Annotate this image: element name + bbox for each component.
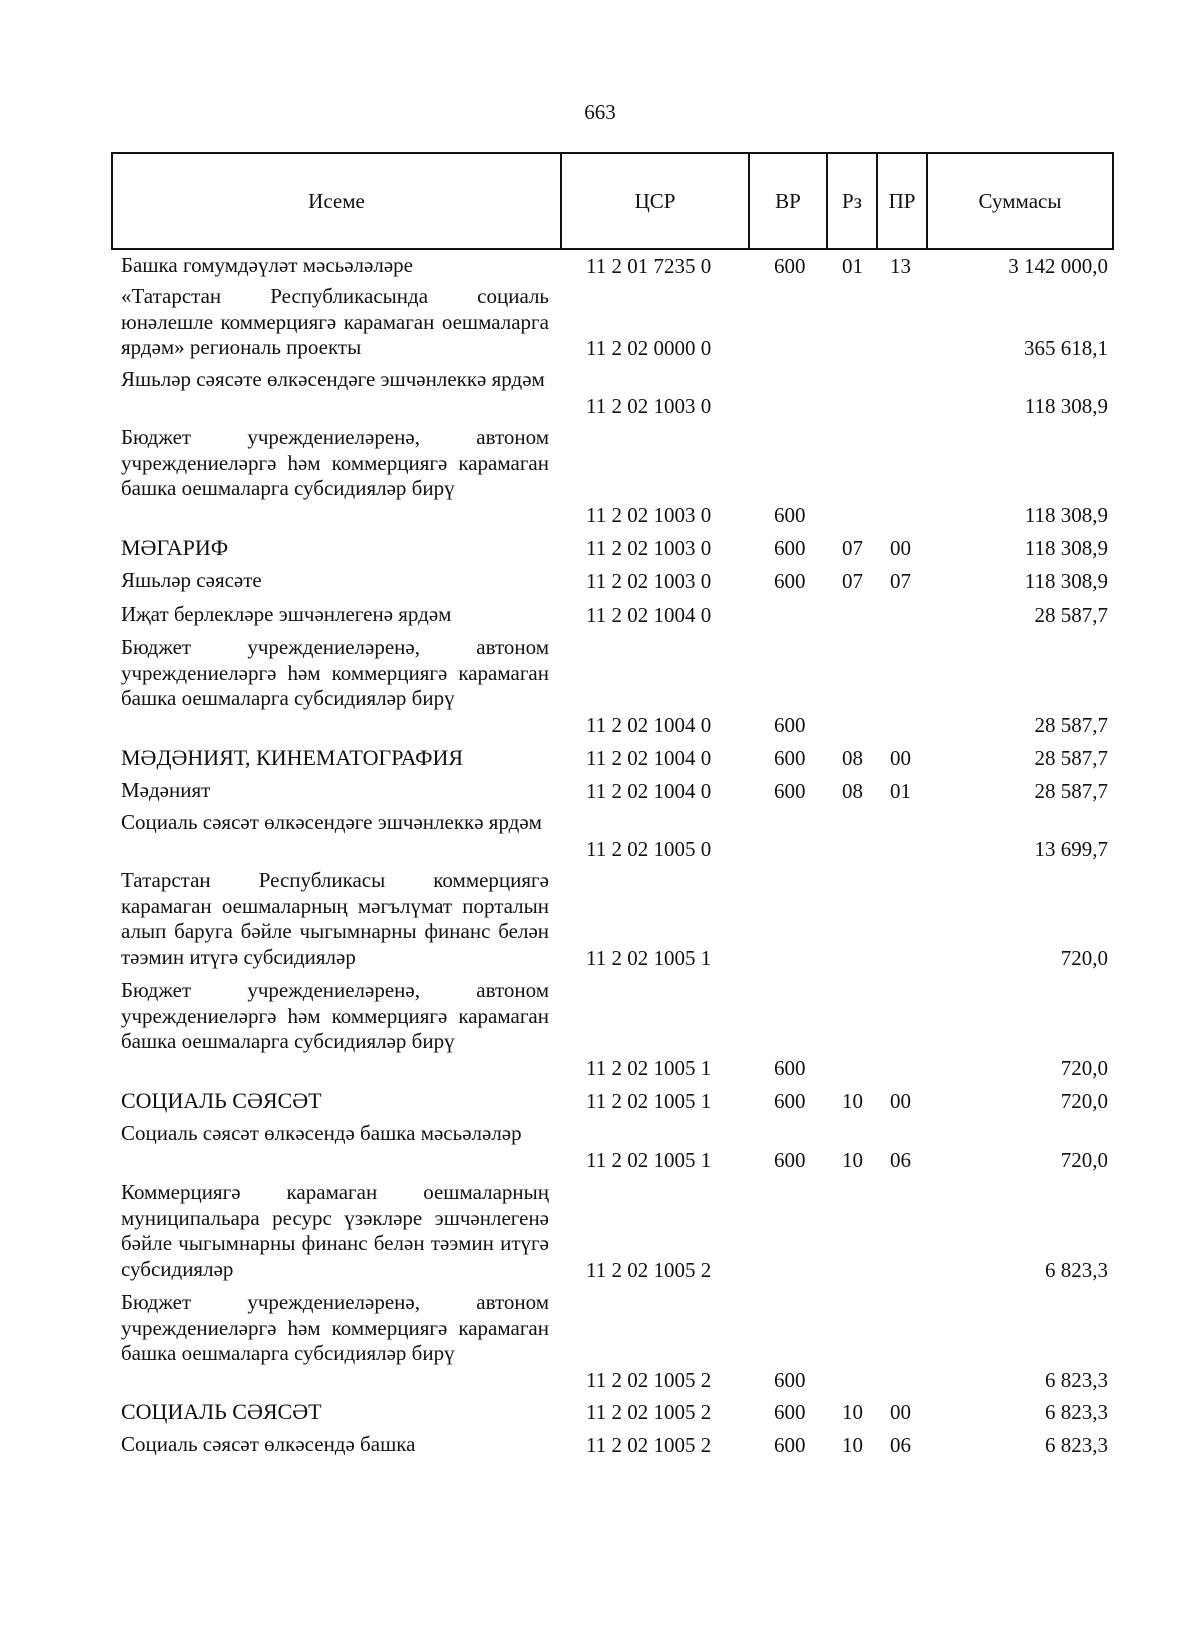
table-row [0, 602, 1200, 628]
page-number: 663 [584, 100, 616, 124]
row-pr: 00 [890, 745, 911, 770]
table-row [0, 1290, 1200, 1393]
row-vr: 600 [774, 1088, 806, 1113]
table-row [0, 1399, 1200, 1425]
row-name: «Татарстан Республикасында социаль юнәлешле коммерциягә карамаган оешмаларга ярдәм» региональ проекты [121, 284, 549, 359]
row-vr: 600 [774, 568, 806, 593]
row-sum: 28 587,7 [1034, 712, 1108, 737]
row-vr: 600 [774, 1147, 806, 1172]
row-name: Мәдәният [121, 778, 211, 802]
header-pr: ПР [878, 154, 928, 248]
row-pr: 01 [890, 778, 911, 803]
row-sum: 365 618,1 [1024, 335, 1108, 360]
row-csr: 11 2 02 1003 0 [586, 393, 712, 418]
row-sum: 6 823,3 [1045, 1257, 1108, 1282]
row-name: СОЦИАЛЬ СӘЯСӘТ [121, 1399, 322, 1424]
row-rz: 10 [842, 1147, 863, 1172]
header-rz: Рз [828, 154, 878, 248]
row-vr: 600 [774, 1432, 806, 1457]
header-name: Исеме [113, 154, 562, 248]
row-rz: 10 [842, 1088, 863, 1113]
table-row [0, 568, 1200, 594]
row-sum: 720,0 [1060, 945, 1108, 970]
row-name: Социаль сәясәт өлкәсендәге эшчәнлеккә ярдәм [121, 810, 542, 834]
table-header [111, 152, 1114, 250]
table-row [0, 635, 1200, 738]
row-csr: 11 2 02 1004 0 [586, 745, 712, 770]
row-name: Бюджет учреждениеләренә, автоном учреждениеләргә һәм коммерциягә карамаган башка оешмаларга субсидияләр бирү [121, 425, 549, 500]
row-name: Татарстан Республикасы коммерциягә карамаган оешмаларның мәгълүмат порталын алып баруга бәйле чыгымнарны финанс белән тәэмин итүгә субсидияләр [121, 868, 549, 969]
row-sum: 13 699,7 [1034, 836, 1108, 861]
row-vr: 600 [774, 535, 806, 560]
row-csr: 11 2 02 1005 2 [586, 1367, 712, 1392]
row-csr: 11 2 02 1005 2 [586, 1257, 712, 1282]
row-csr: 11 2 02 1005 0 [586, 836, 712, 861]
row-rz: 01 [842, 253, 863, 278]
row-csr: 11 2 02 1005 2 [586, 1432, 712, 1457]
row-pr: 06 [890, 1147, 911, 1172]
row-csr: 11 2 01 7235 0 [586, 253, 712, 278]
row-rz: 10 [842, 1432, 863, 1457]
table-row [0, 1180, 1200, 1283]
row-csr: 11 2 02 1004 0 [586, 602, 712, 627]
row-vr: 600 [774, 1399, 806, 1424]
row-name: Коммерциягә карамаган оешмаларның муниципальара ресурс үзәкләре эшчәнлегенә бәйле чыгымнарны финанс белән тәэмин итүгә субсидияләр [121, 1180, 549, 1281]
row-rz: 08 [842, 778, 863, 803]
row-name: Яшьләр сәясәте [121, 568, 262, 592]
row-sum: 720,0 [1060, 1147, 1108, 1172]
row-csr: 11 2 02 1005 1 [586, 1055, 712, 1080]
table-row [0, 425, 1200, 528]
row-vr: 600 [774, 745, 806, 770]
row-csr: 11 2 02 0000 0 [586, 335, 712, 360]
row-csr: 11 2 02 1005 1 [586, 1088, 712, 1113]
row-csr: 11 2 02 1004 0 [586, 712, 712, 737]
row-rz: 07 [842, 568, 863, 593]
header-csr: ЦСР [562, 154, 750, 248]
row-vr: 600 [774, 253, 806, 278]
row-sum: 118 308,9 [1024, 535, 1108, 560]
row-csr: 11 2 02 1003 0 [586, 535, 712, 560]
row-csr: 11 2 02 1005 1 [586, 1147, 712, 1172]
row-sum: 118 308,9 [1024, 393, 1108, 418]
row-sum: 28 587,7 [1034, 602, 1108, 627]
table-row [0, 778, 1200, 804]
header-vr: ВР [750, 154, 828, 248]
row-csr: 11 2 02 1004 0 [586, 778, 712, 803]
row-csr: 11 2 02 1003 0 [586, 502, 712, 527]
row-vr: 600 [774, 1367, 806, 1392]
row-sum: 6 823,3 [1045, 1367, 1108, 1392]
row-name: Социаль сәясәт өлкәсендә башка [121, 1432, 416, 1456]
row-sum: 28 587,7 [1034, 778, 1108, 803]
row-name: Иҗат берлекләре эшчәнлегенә ярдәм [121, 602, 452, 626]
row-sum: 6 823,3 [1045, 1399, 1108, 1424]
table-row [0, 1121, 1200, 1173]
row-name: СОЦИАЛЬ СӘЯСӘТ [121, 1088, 322, 1113]
row-rz: 07 [842, 535, 863, 560]
row-sum: 3 142 000,0 [1008, 253, 1108, 278]
table-row [0, 1088, 1200, 1114]
row-sum: 6 823,3 [1045, 1432, 1108, 1457]
row-sum: 118 308,9 [1024, 568, 1108, 593]
row-pr: 00 [890, 1399, 911, 1424]
row-pr: 13 [890, 253, 911, 278]
header-sum: Суммасы [978, 188, 1062, 213]
row-sum: 720,0 [1060, 1055, 1108, 1080]
table-row [0, 367, 1200, 419]
table-row [0, 1432, 1200, 1458]
row-name: Бюджет учреждениеләренә, автоном учреждениеләргә һәм коммерциягә карамаган башка оешмаларга субсидияләр бирү [121, 1290, 549, 1365]
row-pr: 00 [890, 535, 911, 560]
row-name: МӘДӘНИЯТ, КИНЕМАТОГРАФИЯ [121, 745, 464, 770]
table-row [0, 868, 1200, 971]
row-sum: 28 587,7 [1034, 745, 1108, 770]
row-name: Яшьләр сәясәте өлкәсендәге эшчәнлеккә ярдәм [121, 367, 545, 391]
row-vr: 600 [774, 712, 806, 737]
row-pr: 00 [890, 1088, 911, 1113]
row-name: Социаль сәясәт өлкәсендә башка мәсьәләләр [121, 1121, 522, 1145]
row-rz: 10 [842, 1399, 863, 1424]
table-row [0, 535, 1200, 561]
row-csr: 11 2 02 1005 1 [586, 945, 712, 970]
row-sum: 118 308,9 [1024, 502, 1108, 527]
table-row [0, 810, 1200, 862]
row-name: Бюджет учреждениеләренә, автоном учреждениеләргә һәм коммерциягә карамаган башка оешмаларга субсидияләр бирү [121, 978, 549, 1053]
table-row [0, 253, 1200, 279]
row-name: Бюджет учреждениеләренә, автоном учреждениеләргә һәм коммерциягә карамаган башка оешмаларга субсидияләр бирү [121, 635, 549, 710]
table-row [0, 978, 1200, 1081]
row-vr: 600 [774, 778, 806, 803]
row-rz: 08 [842, 745, 863, 770]
row-vr: 600 [774, 502, 806, 527]
row-pr: 06 [890, 1432, 911, 1457]
table-row [0, 284, 1200, 361]
row-name: МӘГАРИФ [121, 535, 229, 560]
table-row [0, 745, 1200, 771]
row-csr: 11 2 02 1005 2 [586, 1399, 712, 1424]
row-vr: 600 [774, 1055, 806, 1080]
row-sum: 720,0 [1060, 1088, 1108, 1113]
row-name: Башка гомумдәүләт мәсьәләләре [121, 253, 413, 277]
row-pr: 07 [890, 568, 911, 593]
row-csr: 11 2 02 1003 0 [586, 568, 712, 593]
